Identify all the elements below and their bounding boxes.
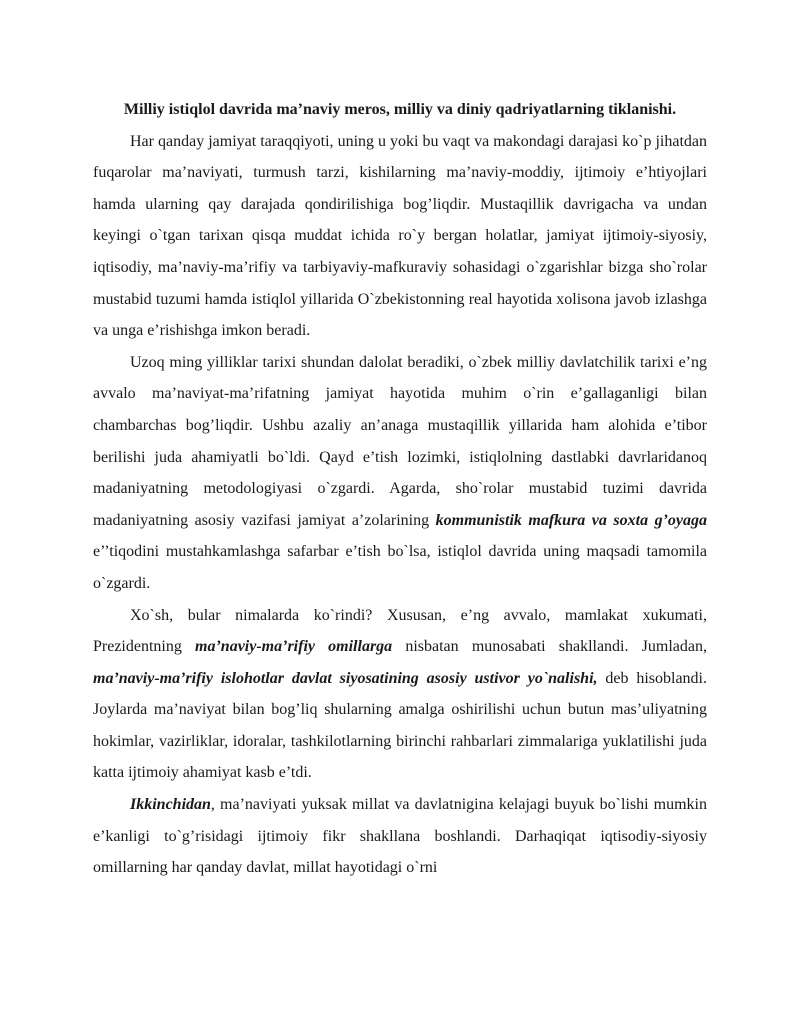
document-page [93,94,707,884]
paragraph-2 [93,347,707,600]
paragraph-3 [93,600,707,790]
paragraph-3-emphasis-a: ma’naviy-ma’rifiy omillarga [195,638,393,656]
paragraph-2-text-b: e’’tiqodini mustahkamlashga safarbar e’tish bo`lsa, istiqlol davrida uning maqsadi tamomila o`zgardi. [93,543,707,592]
paragraph-2-text-a: Uzoq ming yilliklar tarixi shundan dalolat beradiki, o`zbek milliy davlatchilik tarixi e’ng avvalo ma’naviyat-ma’rifatning jamiyat hayotida muhim o`rin e’gallaganligi bilan chambarchas bog’liqdir. Ushbu azaliy an’anaga mustaqillik yillarida ham alohida e’tibor berilishi juda ahamiyatli bo`ldi. Qayd e’tish lozimki, istiqlolning dastlabki davrlaridanoq madaniyatning metodologiyasi o`zgardi. Agarda, sho`rolar mustabid tuzimi davrida madaniyatning asosiy vazifasi jamiyat a’zolarining [93,353,707,529]
paragraph-3-emphasis-b: ma’naviy-ma’rifiy islohotlar davlat siyosatining asosiy ustivor yo`nalishi, [93,669,598,687]
paragraph-1-text: Har qanday jamiyat taraqqiyoti, uning u yoki bu vaqt va makondagi darajasi ko`p jihatdan fuqarolar ma’naviyati, turmush tarzi, kishilarning ma’naviy-moddiy, ijtimoiy e’htiyojlari hamda ularning qay darajada qondirilishiga bog’liqdir. Mustaqillik davrigacha va undan keyingi o`tgan tarixan qisqa muddat ichida ro`y bergan holatlar, jamiyat ijtimoiy-siyosiy, iqtisodiy, ma’naviy-ma’rifiy va tarbiyaviy-mafkuraviy sohasidagi o`zgarishlar bizga sho`rolar mustabid tuzumi hamda istiqlol yillarida O`zbekistonning real hayotida xolisona javob izlashga va unga e’rishishga imkon beradi. [93,132,707,340]
paragraph-4 [93,789,707,884]
paragraph-4-text: , ma’naviyati yuksak millat va davlatnigina kelajagi buyuk bo`lishi mumkin e’kanligi to`g’risidagi ijtimoiy fikr shakllana boshlandi. Darhaqiqat iqtisodiy-siyosiy omillarning har qanday davlat, millat hayotidagi o`rni [93,796,707,877]
paragraph-4-emphasis: Ikkinchidan [130,796,211,814]
paragraph-2-emphasis: kommunistik mafkura va soxta g’oyaga [435,511,707,529]
paragraph-3-text-a: Xo`sh, bular nimalarda ko`rindi? Xususan, e’ng avvalo, mamlakat xukumati, Prezidentning [93,606,707,656]
paragraph-3-text-b: nisbatan munosabati shakllandi. Jumladan, [392,638,707,656]
paragraph-1 [93,126,707,347]
document-title: Milliy istiqlol davrida ma’naviy meros, milliy va diniy qadriyatlarning tiklanishi. [123,101,677,118]
paragraph-3-text-c: deb hisoblandi. Joylarda ma’naviyat bilan bog’liq shularning amalga oshirilishi uchun butun mas’uliyatning hokimlar, vazirliklar, idoralar, tashkilotlarning birinchi rahbarlari zimmalariga yuklatilishi juda katta ijtimoiy ahamiyat kasb e’tdi. [93,669,707,782]
